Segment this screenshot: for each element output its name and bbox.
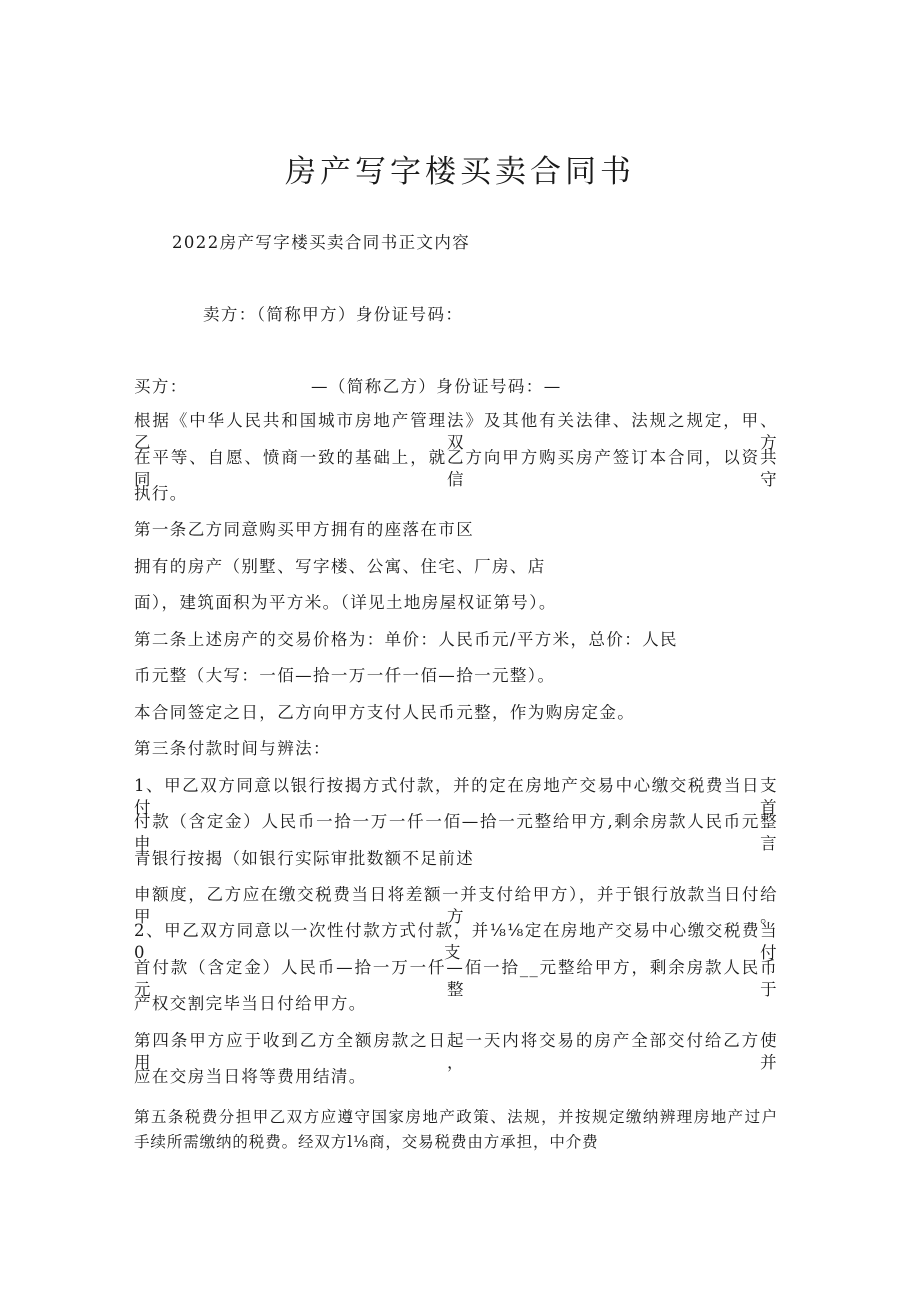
clause-3-line: 1、甲乙双方同意以银行按揭方式付款，并的定在房地产交易中心缴交税费当日支付首 xyxy=(134,776,778,817)
clause-4-line: 第四条甲方应于收到乙方全额房款之日起一天内将交易的房产全部交付给乙方使用，并 xyxy=(134,1031,778,1072)
document-subtitle: 2022房产写字楼买卖合同书正文内容 xyxy=(172,233,471,252)
paragraph-line: 根据《中华人民共和国城市房地产管理法》及其他有关法律、法规之规定，甲、乙双方 xyxy=(134,411,778,452)
seller-line: 卖方：（简称甲方）身份证号码： xyxy=(203,305,464,324)
clause-2-line: 币元整（大写：一佰—拾一万一仟一佰—拾一元整）。 xyxy=(134,666,556,685)
clause-2-line: 第二条上述房产的交易价格为：单价：人民币元/平方米，总价：人民 xyxy=(134,630,678,649)
clause-3-line: 首付款（含定金）人民币—拾一万一仟—佰一拾__元整给甲方，剩余房款人民币元整于 xyxy=(134,958,778,999)
clause-3-line: 2、甲乙双方同意以一次性付款方式付款，并⅛⅛定在房地产交易中心缴交税费当0支付 xyxy=(134,921,778,962)
deposit-line: 本合同签定之日，乙方向甲方支付人民币元整，作为购房定金。 xyxy=(134,703,636,722)
paragraph-line: 执行。 xyxy=(134,484,188,503)
clause-5-line: 手续所需缴纳的税费。经双方l⅛商，交易税费由方承担，中介费 xyxy=(134,1133,599,1151)
buyer-id-line: —（简称乙方）身份证号码：— xyxy=(311,377,562,396)
clause-3-heading: 第三条付款时间与辨法： xyxy=(134,739,331,758)
buyer-label: 买方： xyxy=(134,377,188,396)
clause-4-line: 应在交房当日将等费用结清。 xyxy=(134,1067,367,1086)
document-title: 房产写字楼买卖合同书 xyxy=(285,154,635,190)
clause-1-line: 面），建筑面积为平方米。（详见土地房屋权证第号）。 xyxy=(134,593,557,612)
paragraph-line: 在平等、自愿、愤商一致的基础上，就乙方向甲方购买房产签订本合同，以资共同信守 xyxy=(134,448,778,489)
clause-5-line: 第五条税费分担甲乙双方应遵守国家房地产政策、法规，并按规定缴纳辨理房地产过户 xyxy=(134,1108,778,1126)
clause-3-line: 付款（含定金）人民币一拾一万一仟一佰—拾一元整给甲方,剩余房款人民币元整申言 xyxy=(134,812,778,853)
clause-3-line: 申额度，乙方应在缴交税费当日将差额一并支付给甲方），并于银行放款当日付给甲方。 xyxy=(134,885,778,926)
clause-1-line: 拥有的房产（别墅、写字楼、公寓、住宅、厂房、店 xyxy=(134,557,546,576)
clause-1-line: 第一条乙方同意购买甲方拥有的座落在市区 xyxy=(134,520,475,539)
clause-3-line: 产权交割完毕当日付给甲方。 xyxy=(134,994,367,1013)
clause-3-line: 青银行按揭（如银行实际审批数额不足前述 xyxy=(134,849,475,868)
